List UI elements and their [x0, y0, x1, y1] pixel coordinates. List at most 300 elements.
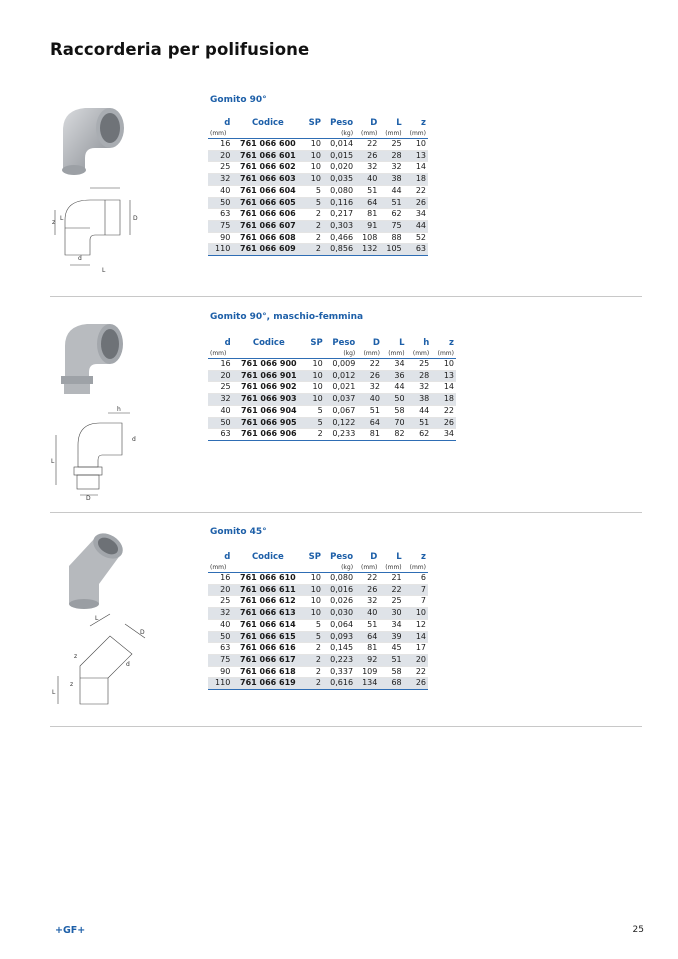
table-cell: 18	[404, 174, 428, 186]
table-row	[208, 429, 456, 441]
table-cell: 26	[355, 584, 379, 596]
table-cell: 22	[357, 359, 382, 371]
table-row	[208, 150, 428, 162]
table-cell: 761 066 905	[233, 417, 305, 429]
table-cell: 10	[303, 139, 323, 151]
table-cell: 25	[208, 382, 233, 394]
table-cell: 2	[303, 678, 323, 690]
table-cell: 110	[208, 244, 232, 256]
table-row	[208, 209, 428, 221]
table-cell: 10	[305, 370, 325, 382]
column-header: L	[396, 118, 402, 128]
table-cell: 44	[382, 382, 407, 394]
table-cell: 63	[404, 244, 428, 256]
table-cell: 761 066 606	[232, 209, 303, 221]
spec-table	[208, 338, 456, 441]
table-cell: 5	[303, 619, 323, 631]
column-header: z	[449, 338, 454, 348]
table-cell: 0,145	[323, 643, 355, 655]
table-cell: 0,080	[323, 573, 355, 585]
table-cell: 761 066 602	[232, 162, 303, 174]
drawing-label: d	[132, 436, 136, 443]
spec-table	[208, 118, 428, 256]
table-cell: 91	[355, 220, 379, 232]
unit-cell: (kg)	[325, 349, 358, 359]
table-cell: 63	[208, 209, 232, 221]
unit-row	[208, 563, 428, 573]
column-header: Codice	[252, 338, 285, 348]
table-cell: 22	[355, 573, 379, 585]
table-cell: 51	[357, 405, 382, 417]
table-row	[208, 619, 428, 631]
section-divider	[50, 512, 642, 513]
table-cell: 0,093	[323, 631, 355, 643]
table-cell: 0,014	[323, 139, 355, 151]
table-cell: 0,337	[323, 666, 355, 678]
table-cell: 21	[379, 573, 403, 585]
table-row	[208, 220, 428, 232]
drawing-label: L	[95, 615, 99, 622]
column-header: Codice	[251, 552, 284, 562]
table-cell: 0,016	[323, 584, 355, 596]
drawing-label: D	[140, 629, 145, 636]
table-cell: 90	[208, 666, 232, 678]
table-cell: 51	[379, 654, 403, 666]
unit-cell	[305, 349, 325, 359]
table-cell: 10	[431, 359, 456, 371]
table-cell: 88	[379, 232, 403, 244]
section-divider	[50, 296, 642, 297]
table-cell: 39	[379, 631, 403, 643]
table-row	[208, 232, 428, 244]
table-cell: 10	[303, 596, 323, 608]
table-cell: 32	[379, 162, 403, 174]
column-header: d	[224, 552, 231, 562]
unit-cell	[232, 129, 303, 139]
table-cell: 34	[379, 619, 403, 631]
table-cell: 68	[379, 678, 403, 690]
table-cell: 51	[379, 197, 403, 209]
table-cell: 0,037	[325, 394, 358, 406]
table-cell: 32	[355, 596, 379, 608]
spec-table	[208, 552, 428, 690]
unit-cell: (mm)	[208, 563, 232, 573]
table-cell: 0,233	[325, 429, 358, 441]
table-cell: 75	[208, 220, 232, 232]
table-cell: 40	[355, 174, 379, 186]
drawing-label: L	[52, 689, 56, 696]
table-row	[208, 382, 456, 394]
table-cell: 5	[303, 197, 323, 209]
table-cell: 761 066 608	[232, 232, 303, 244]
column-header: d	[224, 338, 231, 348]
table-row	[208, 573, 428, 585]
table-row	[208, 608, 428, 620]
table-row	[208, 417, 456, 429]
table-cell: 761 066 607	[232, 220, 303, 232]
table-cell: 10	[305, 382, 325, 394]
table-cell: 0,616	[323, 678, 355, 690]
table-cell: 17	[404, 643, 428, 655]
table-cell: 64	[355, 197, 379, 209]
table-cell: 2	[303, 232, 323, 244]
unit-cell: (mm)	[208, 129, 232, 139]
table-cell: 44	[407, 405, 432, 417]
table-cell: 761 066 613	[232, 608, 303, 620]
table-cell: 22	[355, 139, 379, 151]
table-cell: 2	[303, 654, 323, 666]
table-cell: 20	[208, 370, 233, 382]
table-cell: 34	[431, 429, 456, 441]
table-cell: 0,021	[325, 382, 358, 394]
column-header: D	[372, 338, 380, 348]
table-cell: 16	[208, 139, 232, 151]
table-cell: 32	[357, 382, 382, 394]
elbow-90-photo	[55, 100, 135, 178]
section-title: Gomito 45°	[210, 527, 267, 537]
drawing-label: d	[126, 661, 130, 668]
table-cell: 0,012	[325, 370, 358, 382]
table-cell: 38	[379, 174, 403, 186]
table-row	[208, 666, 428, 678]
table-cell: 761 066 609	[232, 244, 303, 256]
table-cell: 25	[379, 139, 403, 151]
table-cell: 18	[431, 394, 456, 406]
table-cell: 34	[382, 359, 407, 371]
drawing-label: L	[60, 215, 64, 222]
drawing-label: D	[86, 495, 91, 500]
table-cell: 44	[379, 185, 403, 197]
table-cell: 32	[208, 174, 232, 186]
table-cell: 10	[303, 150, 323, 162]
table-cell: 2	[303, 220, 323, 232]
table-cell: 2	[303, 244, 323, 256]
table-cell: 28	[407, 370, 432, 382]
table-cell: 45	[379, 643, 403, 655]
elbow-45-drawing	[50, 606, 160, 716]
table-cell: 0,122	[325, 417, 358, 429]
table-cell: 761 066 601	[232, 150, 303, 162]
section-title: Gomito 90°	[210, 95, 267, 105]
unit-row	[208, 129, 428, 139]
table-cell: 62	[379, 209, 403, 221]
unit-cell	[233, 349, 305, 359]
table-cell: 10	[404, 608, 428, 620]
table-cell: 32	[208, 394, 233, 406]
table-cell: 40	[208, 619, 232, 631]
table-cell: 51	[355, 185, 379, 197]
table-cell: 52	[404, 232, 428, 244]
unit-cell: (mm)	[379, 563, 403, 573]
table-cell: 761 066 610	[232, 573, 303, 585]
table-cell: 25	[208, 596, 232, 608]
table-cell: 20	[208, 150, 232, 162]
table-cell: 0,009	[325, 359, 358, 371]
table-cell: 0,067	[325, 405, 358, 417]
table-cell: 32	[355, 162, 379, 174]
table-cell: 0,064	[323, 619, 355, 631]
column-header: D	[370, 118, 378, 128]
table-cell: 14	[404, 631, 428, 643]
unit-cell	[303, 563, 323, 573]
table-cell: 10	[305, 394, 325, 406]
table-cell: 63	[208, 643, 232, 655]
unit-cell: (mm)	[357, 349, 382, 359]
table-row	[208, 394, 456, 406]
table-cell: 0,466	[323, 232, 355, 244]
table-cell: 22	[379, 584, 403, 596]
table-cell: 7	[404, 584, 428, 596]
table-cell: 0,030	[323, 608, 355, 620]
table-cell: 0,015	[323, 150, 355, 162]
table-cell: 761 066 604	[232, 185, 303, 197]
table-cell: 64	[355, 631, 379, 643]
table-cell: 90	[208, 232, 232, 244]
table-cell: 51	[407, 417, 432, 429]
table-cell: 10	[303, 573, 323, 585]
column-header: z	[421, 552, 426, 562]
table-cell: 26	[404, 197, 428, 209]
table-cell: 0,303	[323, 220, 355, 232]
table-cell: 13	[431, 370, 456, 382]
table-cell: 40	[208, 185, 232, 197]
table-row	[208, 678, 428, 690]
table-cell: 38	[407, 394, 432, 406]
column-header: Peso	[332, 338, 356, 348]
table-cell: 10	[303, 174, 323, 186]
table-cell: 10	[303, 162, 323, 174]
column-header: Codice	[251, 118, 284, 128]
table-cell: 0,026	[323, 596, 355, 608]
table-row	[208, 197, 428, 209]
unit-cell: (kg)	[323, 129, 355, 139]
table-cell: 0,035	[323, 174, 355, 186]
unit-cell: (mm)	[404, 563, 428, 573]
drawing-label: h	[117, 406, 121, 413]
table-row	[208, 359, 456, 371]
table-cell: 62	[407, 429, 432, 441]
table-cell: 5	[305, 417, 325, 429]
table-cell: 50	[208, 417, 233, 429]
table-cell: 0,217	[323, 209, 355, 221]
drawing-label: z	[74, 653, 78, 660]
table-cell: 761 066 906	[233, 429, 305, 441]
table-cell: 28	[379, 150, 403, 162]
table-row	[208, 139, 428, 151]
unit-cell: (mm)	[355, 563, 379, 573]
table-row	[208, 654, 428, 666]
table-row	[208, 162, 428, 174]
table-cell: 2	[303, 209, 323, 221]
table-cell: 12	[404, 619, 428, 631]
header-row	[208, 338, 456, 349]
table-cell: 5	[305, 405, 325, 417]
table-cell: 2	[305, 429, 325, 441]
table-row	[208, 405, 456, 417]
unit-cell: (mm)	[382, 349, 407, 359]
unit-cell: (mm)	[404, 129, 428, 139]
table-cell: 761 066 904	[233, 405, 305, 417]
table-cell: 10	[305, 359, 325, 371]
column-header: z	[421, 118, 426, 128]
table-cell: 70	[382, 417, 407, 429]
column-header: L	[399, 338, 405, 348]
table-cell: 58	[382, 405, 407, 417]
table-row	[208, 244, 428, 256]
elbow-45-photo	[55, 528, 135, 610]
table-cell: 51	[355, 619, 379, 631]
table-cell: 109	[355, 666, 379, 678]
table-cell: 110	[208, 678, 232, 690]
table-row	[208, 370, 456, 382]
table-cell: 81	[355, 209, 379, 221]
table-cell: 10	[303, 608, 323, 620]
table-cell: 6	[404, 573, 428, 585]
table-cell: 761 066 616	[232, 643, 303, 655]
table-cell: 63	[208, 429, 233, 441]
drawing-label: z	[70, 681, 74, 688]
table-row	[208, 631, 428, 643]
table-cell: 10	[303, 584, 323, 596]
table-cell: 761 066 901	[233, 370, 305, 382]
table-cell: 2	[303, 666, 323, 678]
unit-cell: (mm)	[431, 349, 456, 359]
table-cell: 13	[404, 150, 428, 162]
unit-cell: (mm)	[208, 349, 233, 359]
unit-cell	[232, 563, 303, 573]
table-cell: 81	[357, 429, 382, 441]
table-cell: 40	[208, 405, 233, 417]
table-cell: 58	[379, 666, 403, 678]
unit-row	[208, 349, 456, 359]
drawing-label: L	[51, 458, 55, 465]
table-row	[208, 643, 428, 655]
table-cell: 761 066 612	[232, 596, 303, 608]
table-cell: 26	[431, 417, 456, 429]
table-cell: 44	[404, 220, 428, 232]
unit-cell: (mm)	[379, 129, 403, 139]
table-cell: 22	[404, 666, 428, 678]
drawing-label: d	[78, 255, 82, 262]
drawing-label: D	[133, 215, 138, 222]
table-cell: 761 066 617	[232, 654, 303, 666]
section-title: Gomito 90°, maschio-femmina	[210, 312, 364, 322]
table-cell: 132	[355, 244, 379, 256]
header-row	[208, 118, 428, 129]
table-cell: 761 066 603	[232, 174, 303, 186]
table-cell: 761 066 619	[232, 678, 303, 690]
table-cell: 20	[208, 584, 232, 596]
column-header: h	[423, 338, 430, 348]
column-header: SP	[308, 552, 321, 562]
table-cell: 26	[357, 370, 382, 382]
table-cell: 761 066 605	[232, 197, 303, 209]
gf-logo: +GF+	[55, 925, 86, 936]
column-header: D	[370, 552, 378, 562]
section-divider	[50, 726, 642, 727]
table-cell: 16	[208, 359, 233, 371]
table-cell: 16	[208, 573, 232, 585]
table-cell: 20	[404, 654, 428, 666]
page-number: 25	[632, 925, 644, 935]
table-cell: 36	[382, 370, 407, 382]
table-cell: 50	[382, 394, 407, 406]
table-cell: 761 066 614	[232, 619, 303, 631]
unit-cell: (mm)	[355, 129, 379, 139]
table-row	[208, 584, 428, 596]
table-row	[208, 185, 428, 197]
table-cell: 25	[379, 596, 403, 608]
table-cell: 22	[431, 405, 456, 417]
table-cell: 761 066 618	[232, 666, 303, 678]
table-cell: 761 066 615	[232, 631, 303, 643]
table-cell: 50	[208, 197, 232, 209]
header-row	[208, 552, 428, 563]
column-header: SP	[308, 118, 321, 128]
table-cell: 81	[355, 643, 379, 655]
column-header: Peso	[330, 552, 354, 562]
table-cell: 761 066 900	[233, 359, 305, 371]
table-cell: 0,080	[323, 185, 355, 197]
table-cell: 82	[382, 429, 407, 441]
table-cell: 26	[355, 150, 379, 162]
table-cell: 40	[357, 394, 382, 406]
table-cell: 32	[407, 382, 432, 394]
column-header: L	[396, 552, 402, 562]
table-cell: 761 066 600	[232, 139, 303, 151]
column-header: Peso	[330, 118, 354, 128]
table-cell: 22	[404, 185, 428, 197]
table-cell: 40	[355, 608, 379, 620]
drawing-label: L	[102, 267, 106, 274]
table-cell: 34	[404, 209, 428, 221]
table-cell: 0,223	[323, 654, 355, 666]
unit-cell: (kg)	[323, 563, 355, 573]
elbow-90-mf-drawing	[50, 405, 150, 500]
table-cell: 5	[303, 185, 323, 197]
table-cell: 25	[407, 359, 432, 371]
page-title: Raccorderia per polifusione	[50, 40, 310, 59]
table-cell: 761 066 902	[233, 382, 305, 394]
table-cell: 64	[357, 417, 382, 429]
table-row	[208, 174, 428, 186]
elbow-90-drawing	[50, 180, 150, 275]
unit-cell	[303, 129, 323, 139]
table-cell: 108	[355, 232, 379, 244]
table-cell: 0,116	[323, 197, 355, 209]
table-cell: 7	[404, 596, 428, 608]
table-cell: 105	[379, 244, 403, 256]
table-cell: 134	[355, 678, 379, 690]
table-cell: 26	[404, 678, 428, 690]
table-cell: 92	[355, 654, 379, 666]
table-cell: 30	[379, 608, 403, 620]
table-cell: 761 066 611	[232, 584, 303, 596]
table-cell: 5	[303, 631, 323, 643]
column-header: SP	[310, 338, 323, 348]
table-cell: 75	[208, 654, 232, 666]
table-cell: 0,020	[323, 162, 355, 174]
elbow-90-mf-photo	[55, 314, 135, 399]
table-cell: 761 066 903	[233, 394, 305, 406]
table-cell: 50	[208, 631, 232, 643]
table-cell: 14	[431, 382, 456, 394]
table-cell: 25	[208, 162, 232, 174]
table-cell: 10	[404, 139, 428, 151]
table-cell: 14	[404, 162, 428, 174]
table-cell: 32	[208, 608, 232, 620]
table-row	[208, 596, 428, 608]
